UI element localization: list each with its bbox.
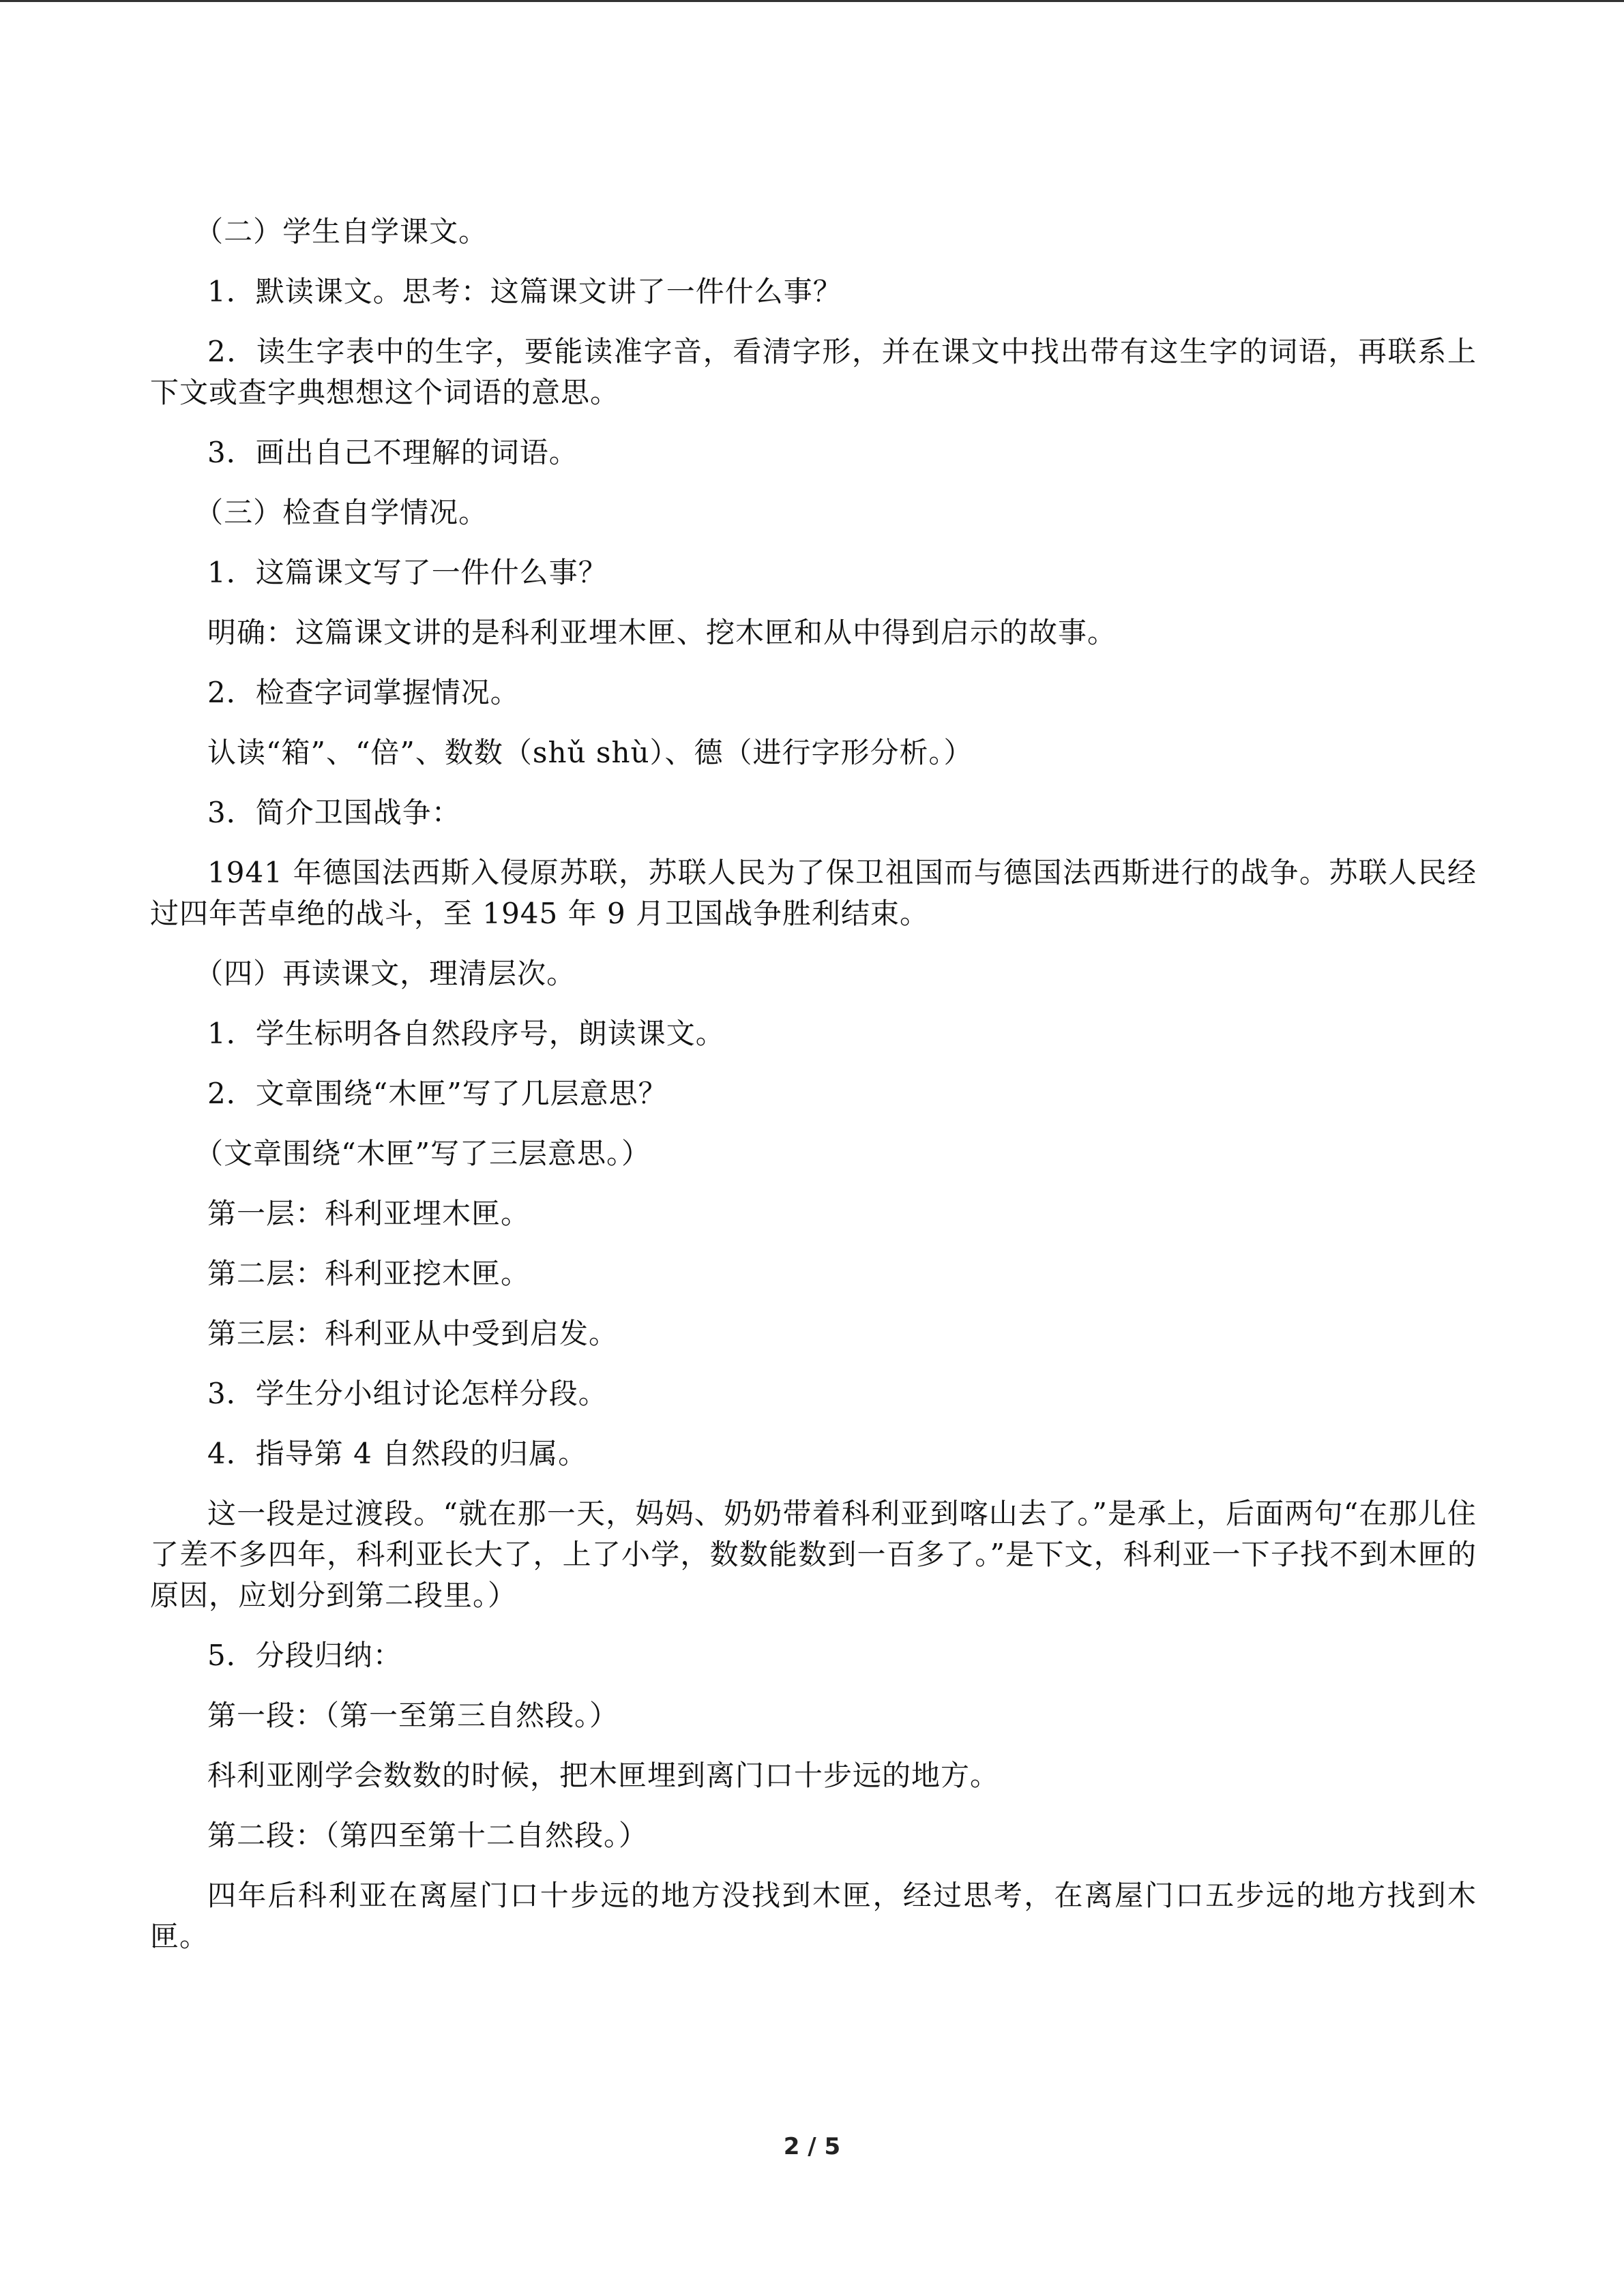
section-heading-3: （三）检查自学情况。: [194, 496, 488, 529]
paragraph: 5．分段归纳：: [207, 1639, 402, 1672]
paragraph: 1．这篇课文写了一件什么事？: [207, 556, 608, 589]
paragraph: 3．学生分小组讨论怎样分段。: [207, 1377, 608, 1410]
page-number: 2 / 5: [783, 2133, 841, 2160]
section-heading-2: （二）学生自学课文。: [194, 215, 488, 248]
paragraph: 这一段是过渡段。“就在那一天，妈妈、奶奶带着科利亚到喀山去了。”是承上，后面两句“在那儿住了差不多四年，科利亚长大了，上了小学，数数能数到一百多了。”是下文，科利亚一下子找不到木匣的原因，应划分到第二段里。）: [150, 1497, 1477, 1612]
paragraph: 第一段：（第一至第三自然段。）: [207, 1699, 619, 1732]
paragraph: 第二段：（第四至第十二自然段。）: [207, 1819, 649, 1852]
paragraph: 明确：这篇课文讲的是科利亚埋木匣、挖木匣和从中得到启示的故事。: [207, 616, 1117, 649]
paragraph: 认读“箱”、“倍”、数数（shǔ shù）、德（进行字形分析。）: [207, 736, 973, 769]
paragraph: 2．检查字词掌握情况。: [207, 676, 520, 709]
paragraph: 第二层：科利亚挖木匣。: [207, 1257, 531, 1290]
paragraph: 2．读生字表中的生字，要能读准字音，看清字形，并在课文中找出带有这生字的词语，再联系上下文或查字典想想这个词语的意思。: [150, 335, 1477, 409]
paragraph: 四年后科利亚在离屋门口十步远的地方没找到木匣，经过思考，在离屋门口五步远的地方找到木匣。: [150, 1879, 1477, 1953]
paragraph: （文章围绕“木匣”写了三层意思。）: [194, 1137, 651, 1170]
top-border-line: [0, 0, 1624, 2]
paragraph: 2．文章围绕“木匣”写了几层意思？: [207, 1077, 668, 1110]
paragraph: 第三层：科利亚从中受到启发。: [207, 1317, 619, 1350]
document-body: [150, 211, 1477, 1976]
paragraph: 3．画出自己不理解的词语。: [207, 436, 578, 469]
paragraph: 3．简介卫国战争：: [207, 796, 461, 829]
paragraph: 1941 年德国法西斯入侵原苏联，苏联人民为了保卫祖国而与德国法西斯进行的战争。苏联人民经过四年苦卓绝的战斗，至 1945 年 9 月卫国战争胜利结束。: [150, 856, 1477, 930]
paragraph: 1．学生标明各自然段序号，朗读课文。: [207, 1017, 725, 1050]
paragraph: 第一层：科利亚埋木匣。: [207, 1197, 531, 1230]
paragraph: 4．指导第 4 自然段的归属。: [207, 1437, 588, 1470]
section-heading-4: （四）再读课文，理清层次。: [194, 957, 576, 990]
paragraph: 1．默读课文。思考：这篇课文讲了一件什么事？: [207, 275, 842, 308]
paragraph: 科利亚刚学会数数的时候，把木匣埋到离门口十步远的地方。: [207, 1759, 1000, 1792]
